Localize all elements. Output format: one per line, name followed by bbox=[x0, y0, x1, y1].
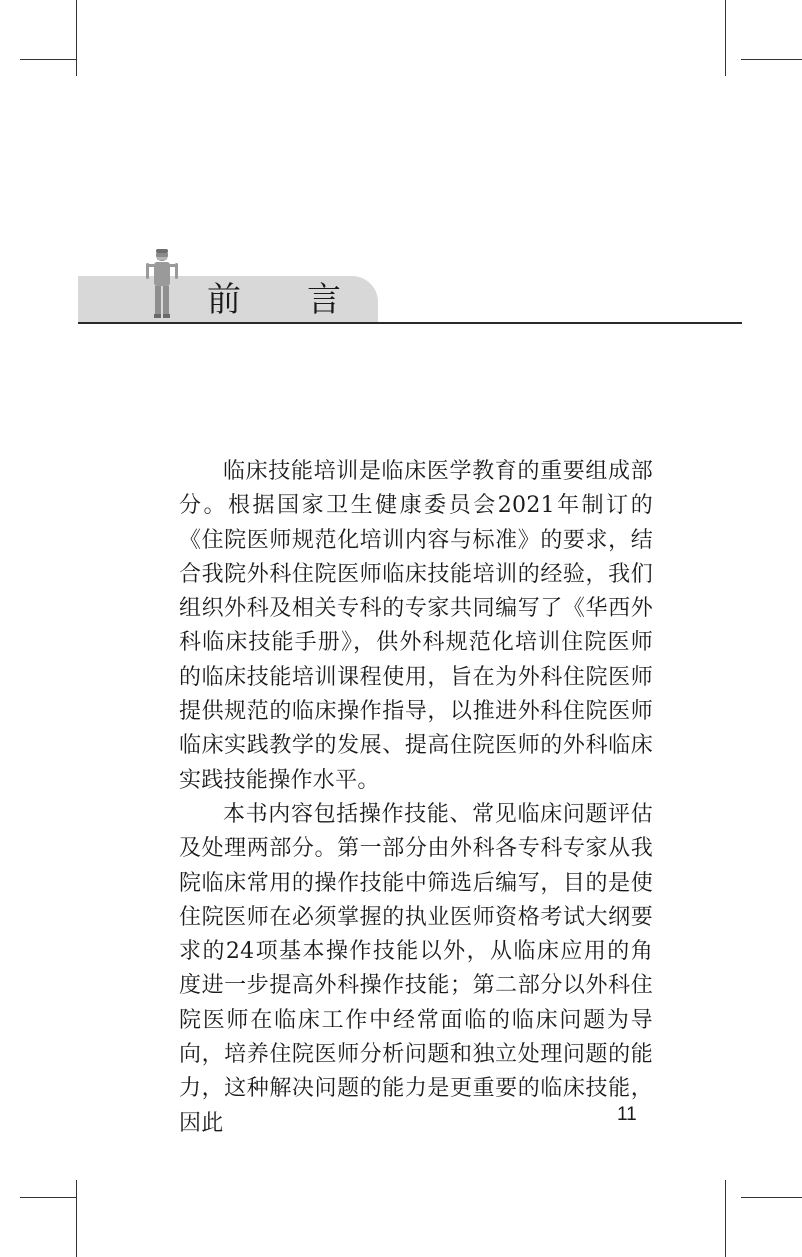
page-title-left: 前 bbox=[207, 280, 241, 320]
crop-mark-bottom-right-h bbox=[741, 1197, 802, 1198]
paragraph-1: 临床技能培训是临床医学教育的重要组成部分。根据国家卫生健康委员会2021年制订的《住院医师规范化培训内容与标准》的要求，结合我院外科住院医师临床技能培训的经验，我们组织外科及相关专科的专家共同编写了《华西外科临床技能手册》，供外科规范化培训住院医师的临床技能培训课程使用，旨在为外科住院医师提供规范的临床操作指导，以推进外科住院医师临床实践教学的发展、提高住院医师的外科临床实践技能操作水平。 bbox=[179, 459, 653, 793]
crop-mark-top-left-v bbox=[76, 0, 77, 76]
header-rule bbox=[78, 322, 742, 324]
page-title-right: 言 bbox=[307, 280, 341, 320]
crop-mark-top-right-h bbox=[741, 59, 802, 60]
doctor-figure-icon bbox=[144, 246, 180, 320]
crop-mark-bottom-left-v bbox=[76, 1180, 77, 1257]
crop-mark-top-left-h bbox=[20, 59, 76, 60]
crop-mark-bottom-left-h bbox=[20, 1197, 76, 1198]
paragraph-2: 本书内容包括操作技能、常见临床问题评估及处理两部分。第一部分由外科各专科专家从我院临床常用的操作技能中筛选后编写，目的是使住院医师在必须掌握的执业医师资格考试大纲要求的24项基本操作技能以外，从临床应用的角度进一步提高外科操作技能；第二部分以外科住院医师在临床工作中经常面临的临床问题为导向，培养住院医师分析问题和独立处理问题的能力，这种解决问题的能力是更重要的临床技能，因此 bbox=[179, 801, 653, 1136]
crop-mark-bottom-right-v bbox=[725, 1180, 726, 1257]
crop-mark-top-right-v bbox=[725, 0, 726, 76]
page-number: 11 bbox=[617, 1104, 637, 1125]
preface-body bbox=[179, 455, 653, 1141]
